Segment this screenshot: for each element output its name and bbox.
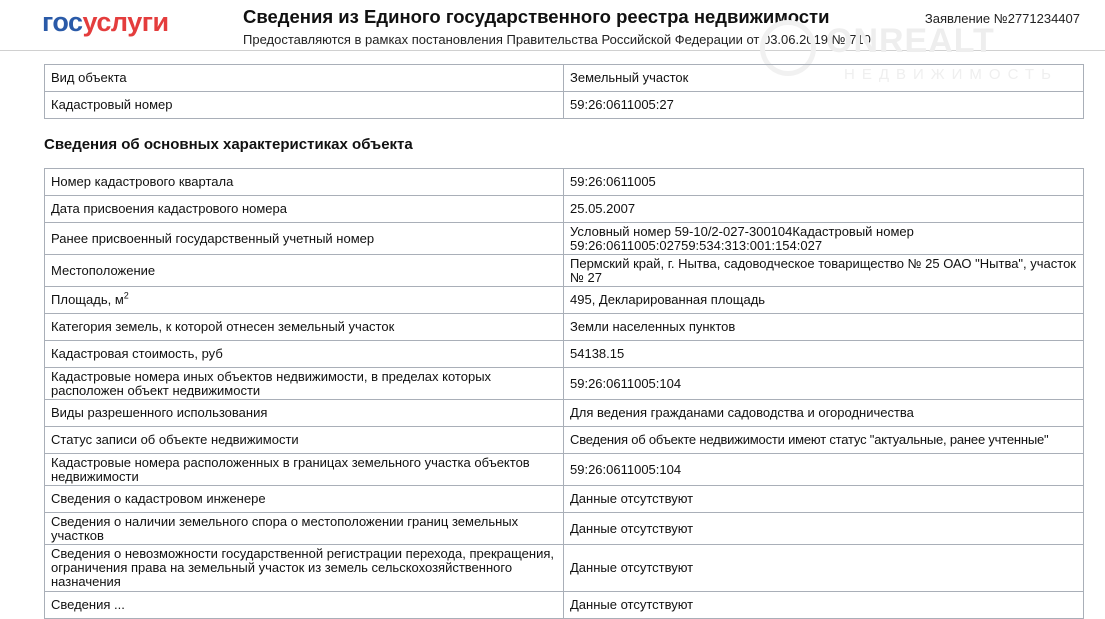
row-value: Данные отсутствуют — [564, 592, 1084, 619]
table-row — [45, 400, 1084, 427]
watermark-subtext: НЕДВИЖИМОСТЬ — [844, 66, 1058, 83]
table-row — [45, 368, 1084, 400]
row-value: 495, Декларированная площадь — [564, 287, 1084, 314]
row-value: 54138.15 — [564, 341, 1084, 368]
row-label: Кадастровые номера расположенных в границах земельного участка объектов недвижимости — [45, 454, 564, 486]
row-label: Сведения о невозможности государственной регистрации перехода, прекращения, ограничения права на земельный участок из земель сельскохозяйственного назначения — [45, 545, 564, 592]
table-row — [45, 223, 1084, 255]
table-row — [45, 65, 1084, 92]
row-value: Сведения об объекте недвижимости имеют статус "актуальные, ранее учтенные" — [564, 427, 1084, 454]
row-label: Кадастровые номера иных объектов недвижимости, в пределах которых расположен объект недвижимости — [45, 368, 564, 400]
characteristics-table — [44, 168, 1084, 619]
row-value: Пермский край, г. Нытва, садоводческое товарищество № 25 ОАО "Нытва", участок № 27 — [564, 255, 1084, 287]
row-value: Данные отсутствуют — [564, 513, 1084, 545]
row-value: 25.05.2007 — [564, 196, 1084, 223]
row-label: Кадастровый номер — [45, 92, 564, 119]
row-value: Условный номер 59-10/2-027-300104Кадастровый номер 59:26:0611005:02759:534:313:001:154:027 — [564, 223, 1084, 255]
section-heading: Сведения об основных характеристиках объекта — [44, 136, 413, 153]
row-label — [45, 287, 564, 314]
row-label: Ранее присвоенный государственный учетный номер — [45, 223, 564, 255]
logo-part-uslugi: услуги — [82, 7, 169, 37]
table-row — [45, 592, 1084, 619]
row-value: 59:26:0611005:104 — [564, 454, 1084, 486]
row-label: Виды разрешенного использования — [45, 400, 564, 427]
row-value: Для ведения гражданами садоводства и огородничества — [564, 400, 1084, 427]
row-value: Земли населенных пунктов — [564, 314, 1084, 341]
row-label: Статус записи об объекте недвижимости — [45, 427, 564, 454]
table-row — [45, 454, 1084, 486]
gosuslugi-logo[interactable] — [42, 6, 169, 38]
row-label: Дата присвоения кадастрового номера — [45, 196, 564, 223]
area-label-text: Площадь, м — [51, 292, 124, 307]
row-label: Сведения о наличии земельного спора о местоположении границ земельных участков — [45, 513, 564, 545]
table-row — [45, 287, 1084, 314]
table-row — [45, 486, 1084, 513]
application-number: Заявление №2771234407 — [924, 11, 1080, 26]
table-row — [45, 169, 1084, 196]
table-row — [45, 427, 1084, 454]
table-row — [45, 513, 1084, 545]
row-label: Сведения ... — [45, 592, 564, 619]
row-value: Данные отсутствуют — [564, 545, 1084, 592]
row-label: Кадастровая стоимость, руб — [45, 341, 564, 368]
table-row — [45, 314, 1084, 341]
object-table — [44, 64, 1084, 119]
row-label: Номер кадастрового квартала — [45, 169, 564, 196]
row-value: Данные отсутствуют — [564, 486, 1084, 513]
watermark-text: ONREALT — [826, 22, 995, 60]
table-row — [45, 341, 1084, 368]
document-subtitle: Предоставляются в рамках постановления Правительства Российской Федерации от 03.06.2019 № 710 — [243, 32, 871, 47]
table-row — [45, 92, 1084, 119]
logo-part-gos: гос — [42, 7, 83, 37]
table-row — [45, 255, 1084, 287]
row-label: Местоположение — [45, 255, 564, 287]
row-value: 59:26:0611005:27 — [564, 92, 1084, 119]
document-title: Сведения из Единого государственного реестра недвижимости — [243, 6, 830, 27]
table-row — [45, 196, 1084, 223]
row-label: Категория земель, к которой отнесен земельный участок — [45, 314, 564, 341]
row-value: 59:26:0611005 — [564, 169, 1084, 196]
row-label: Вид объекта — [45, 65, 564, 92]
row-value: Земельный участок — [564, 65, 1084, 92]
area-unit-superscript: 2 — [123, 290, 129, 301]
row-value: 59:26:0611005:104 — [564, 368, 1084, 400]
table-row — [45, 545, 1084, 592]
row-label: Сведения о кадастровом инженере — [45, 486, 564, 513]
page-header — [0, 0, 1105, 51]
